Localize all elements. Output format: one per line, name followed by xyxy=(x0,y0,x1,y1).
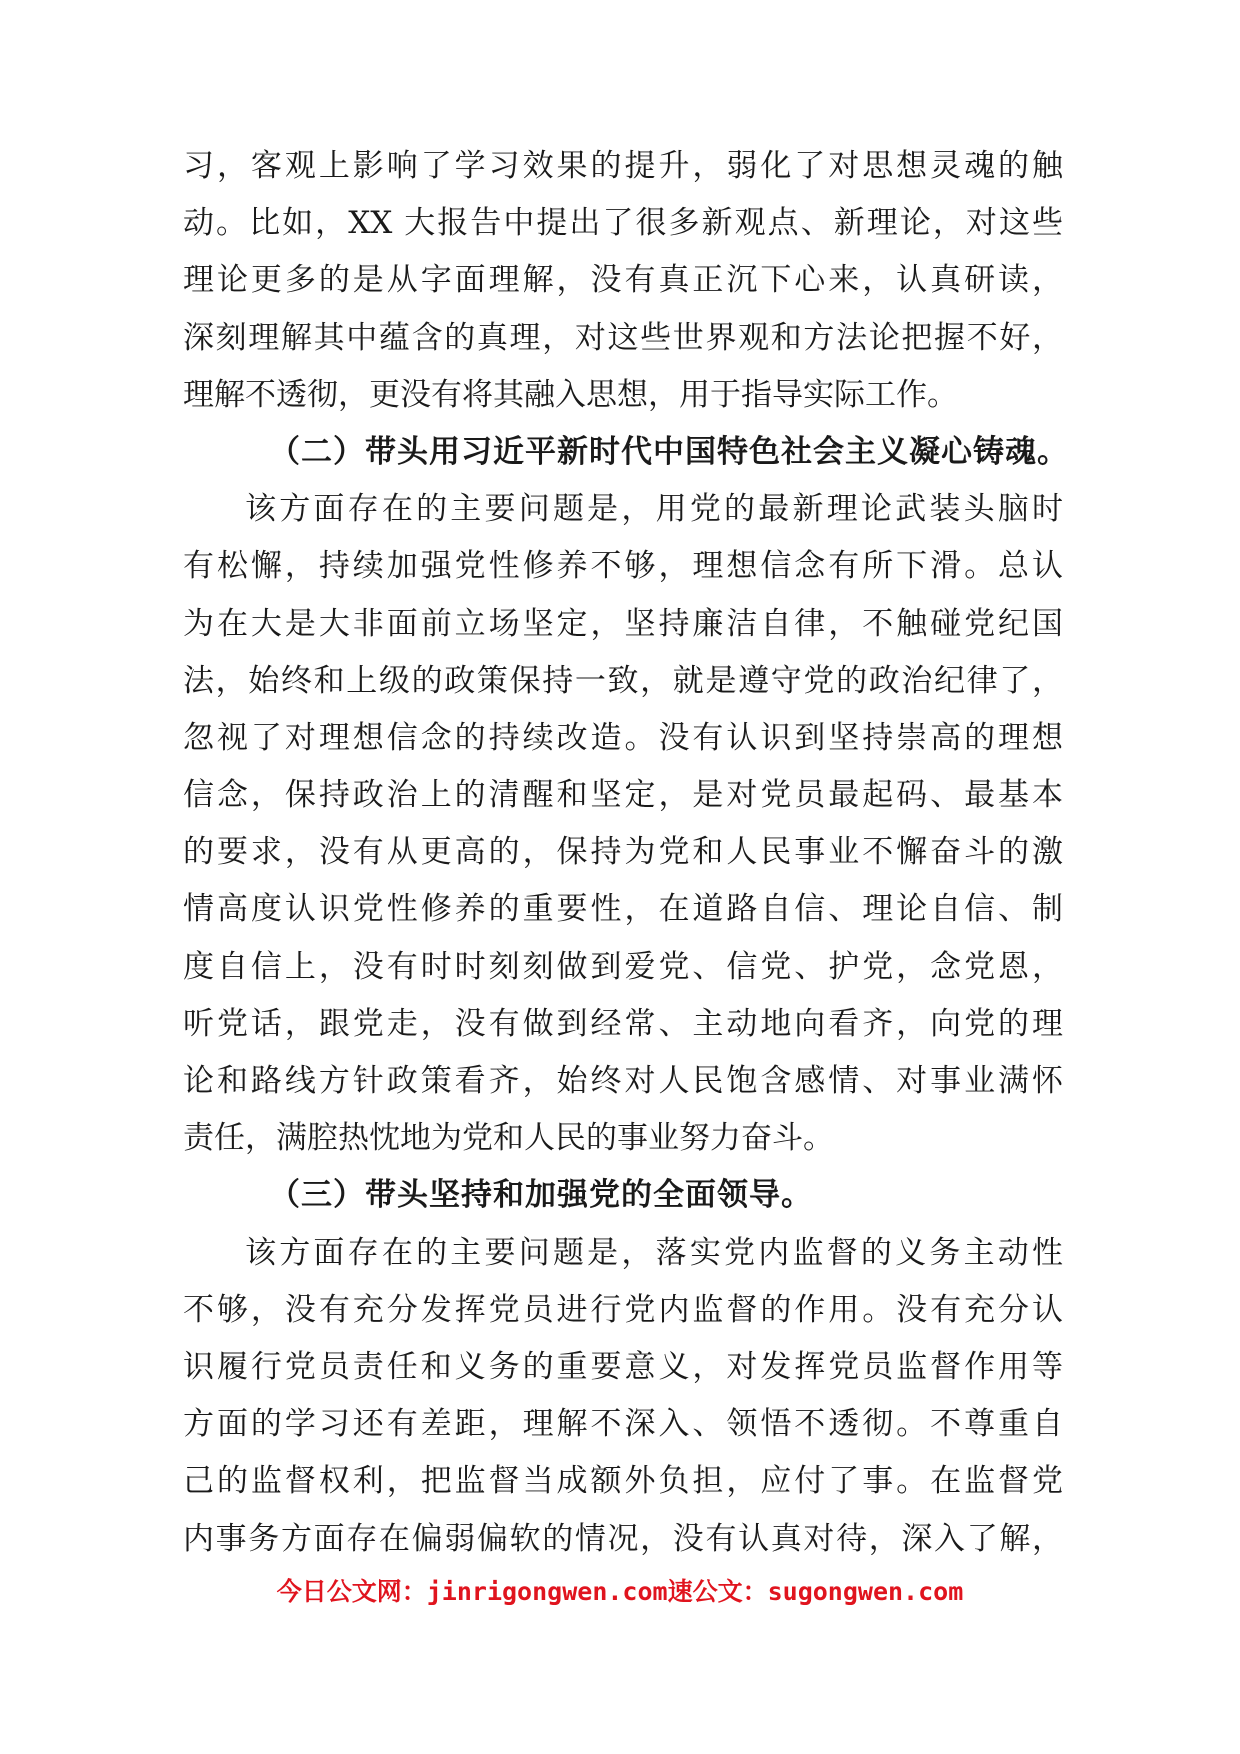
paragraph-line: 该方面存在的主要问题是，用党的最新理论武装头脑时 xyxy=(245,491,1063,528)
paragraph-line: 不够，没有充分发挥党员进行党内监督的作用。没有充分认 xyxy=(183,1291,1063,1328)
paragraph-line: 听党话，跟党走，没有做到经常、主动地向看齐，向党的理 xyxy=(183,1005,1063,1042)
footer-site-label-1: 今日公文网： xyxy=(276,1577,427,1606)
paragraph-line: 动。比如，XX 大报告中提出了很多新观点、新理论，对这些 xyxy=(183,205,1063,242)
paragraph-line: 度自信上，没有时时刻刻做到爱党、信党、护党，念党恩， xyxy=(183,948,1063,985)
paragraph-line: 情高度认识党性修养的重要性，在道路自信、理论自信、制 xyxy=(183,891,1063,928)
footer-watermark xyxy=(0,1572,1240,1608)
paragraph-line: 该方面存在的主要问题是，落实党内监督的义务主动性 xyxy=(245,1234,1063,1271)
document-body xyxy=(183,138,1069,1568)
footer-site-url-2[interactable]: sugongwen.com xyxy=(767,1577,964,1606)
paragraph-line: 论和路线方针政策看齐，始终对人民饱含感情、对事业满怀 xyxy=(183,1063,1063,1099)
paragraph-line: 识履行党员责任和义务的重要意义，对发挥党员监督作用等 xyxy=(183,1348,1063,1385)
footer-site-label-2: 速公文： xyxy=(667,1577,768,1606)
paragraph-line: 深刻理解其中蕴含的真理，对这些世界观和方法论把握不好， xyxy=(183,319,1063,356)
paragraph-line: 内事务方面存在偏弱偏软的情况，没有认真对待，深入了解， xyxy=(183,1520,1063,1557)
paragraph-line: 方面的学习还有差距，理解不深入、领悟不透彻。不尊重自 xyxy=(183,1406,1063,1443)
section-heading: （三）带头坚持和加强党的全面领导。 xyxy=(269,1177,813,1214)
paragraph-line: 习，客观上影响了学习效果的提升，弱化了对思想灵魂的触 xyxy=(183,148,1063,184)
paragraph-line: 有松懈，持续加强党性修养不够，理想信念有所下滑。总认 xyxy=(183,548,1063,585)
paragraph-line: 责任，满腔热忱地为党和人民的事业努力奋斗。 xyxy=(183,1120,834,1157)
paragraph-line: 信念，保持政治上的清醒和坚定，是对党员最起码、最基本 xyxy=(183,777,1063,814)
paragraph-line: 为在大是大非面前立场坚定，坚持廉洁自律，不触碰党纪国 xyxy=(183,605,1063,642)
paragraph-line: 法，始终和上级的政策保持一致，就是遵守党的政治纪律了， xyxy=(183,662,1063,699)
paragraph-line: 忽视了对理想信念的持续改造。没有认识到坚持崇高的理想 xyxy=(183,719,1063,756)
paragraph-line: 己的监督权利，把监督当成额外负担，应付了事。在监督党 xyxy=(183,1463,1063,1500)
paragraph-line: 的要求，没有从更高的，保持为党和人民事业不懈奋斗的激 xyxy=(183,834,1063,871)
paragraph-line: 理解不透彻，更没有将其融入思想，用于指导实际工作。 xyxy=(183,376,958,413)
footer-site-url-1[interactable]: jinrigongwen.com xyxy=(426,1577,668,1606)
section-heading: （二）带头用习近平新时代中国特色社会主义凝心铸魂。 xyxy=(269,433,1069,470)
paragraph-line: 理论更多的是从字面理解，没有真正沉下心来，认真研读， xyxy=(183,262,1063,299)
